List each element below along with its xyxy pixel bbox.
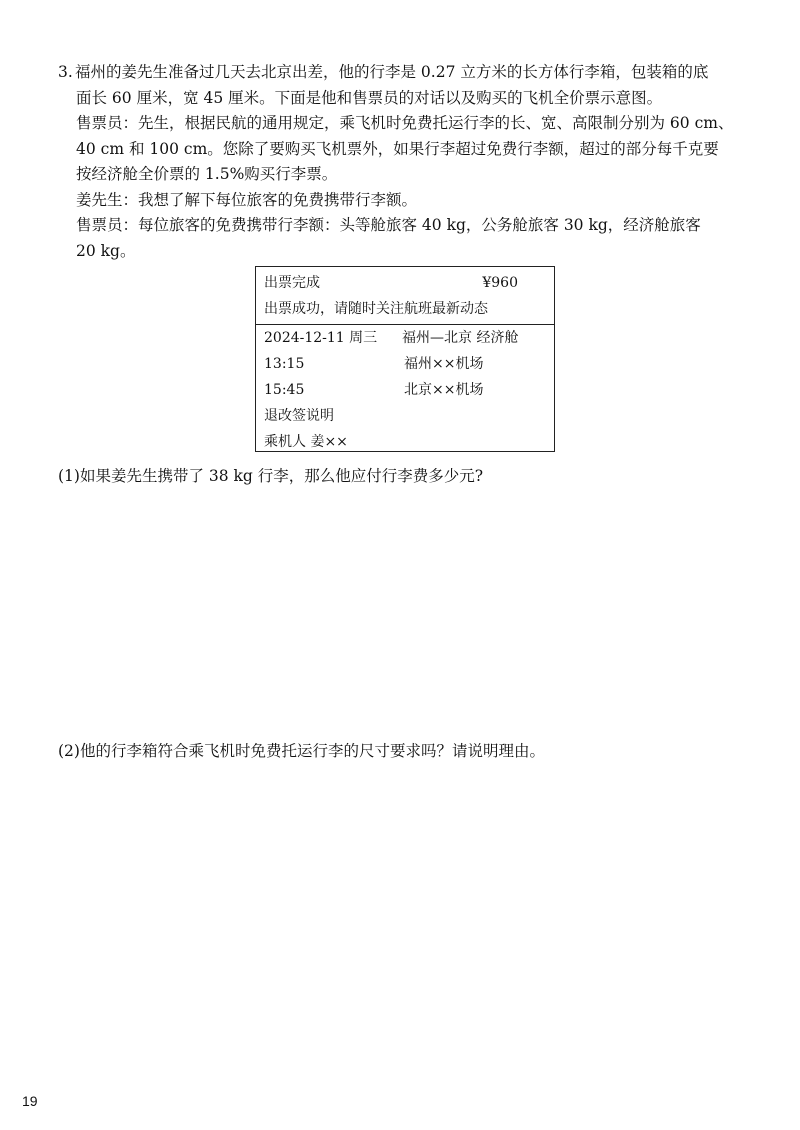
dialog-seller-1-line-2: 40 cm 和 100 cm。您除了要购买飞机票外，如果行李超过免费行李额，超过的部分每千克要	[76, 139, 719, 158]
page-number: 19	[22, 1093, 38, 1109]
arrive-time: 15:45	[264, 382, 305, 398]
dialog-seller-1-line-1: 售票员：先生，根据民航的通用规定，乘飞机时免费托运行李的长、宽、高限制分别为 60 cm、	[76, 114, 734, 132]
depart-airport: 福州××机场	[404, 356, 484, 372]
arrive-airport: 北京××机场	[404, 382, 484, 398]
intro-line-1: 3. 福州的姜先生准备过几天去北京出差，他的行李是 0.27 立方米的长方体行李箱，包装箱的底	[58, 60, 748, 86]
question-2: (2)他的行李箱符合乘飞机时免费托运行李的尺寸要求吗？请说明理由。	[58, 742, 545, 760]
question-1: (1)如果姜先生携带了 38 kg 行李，那么他应付行李费多少元?	[58, 467, 484, 485]
dialog-seller-2-line-1: 售票员：每位旅客的免费携带行李额：头等舱旅客 40 kg，公务舱旅客 30 kg，经济舱旅客	[76, 216, 701, 234]
dialog-seller-2-line-2: 20 kg。	[76, 241, 136, 260]
passenger-name: 乘机人 姜××	[264, 434, 348, 450]
flight-ticket	[255, 266, 555, 452]
refund-note: 退改签说明	[264, 408, 334, 424]
dialog-passenger: 姜先生：我想了解下每位旅客的免费携带行李额。	[76, 190, 418, 209]
problem-number: 3.	[58, 63, 73, 81]
problem-text	[58, 60, 748, 264]
ticket-price: ¥960	[482, 275, 518, 291]
dialog-seller-1-line-3: 按经济舱全价票的 1.5%购买行李票。	[76, 165, 338, 183]
ticket-details	[256, 325, 554, 455]
flight-route: 福州—北京 经济舱	[402, 330, 519, 346]
depart-time: 13:15	[264, 356, 305, 372]
intro-line-2: 面长 60 厘米，宽 45 厘米。下面是他和售票员的对话以及购买的飞机全价票示意图。	[76, 88, 663, 107]
flight-date: 2024-12-11 周三	[264, 330, 378, 346]
ticket-status: 出票完成	[264, 275, 320, 291]
ticket-header	[256, 267, 554, 325]
ticket-message: 出票成功，请随时关注航班最新动态	[264, 301, 488, 317]
